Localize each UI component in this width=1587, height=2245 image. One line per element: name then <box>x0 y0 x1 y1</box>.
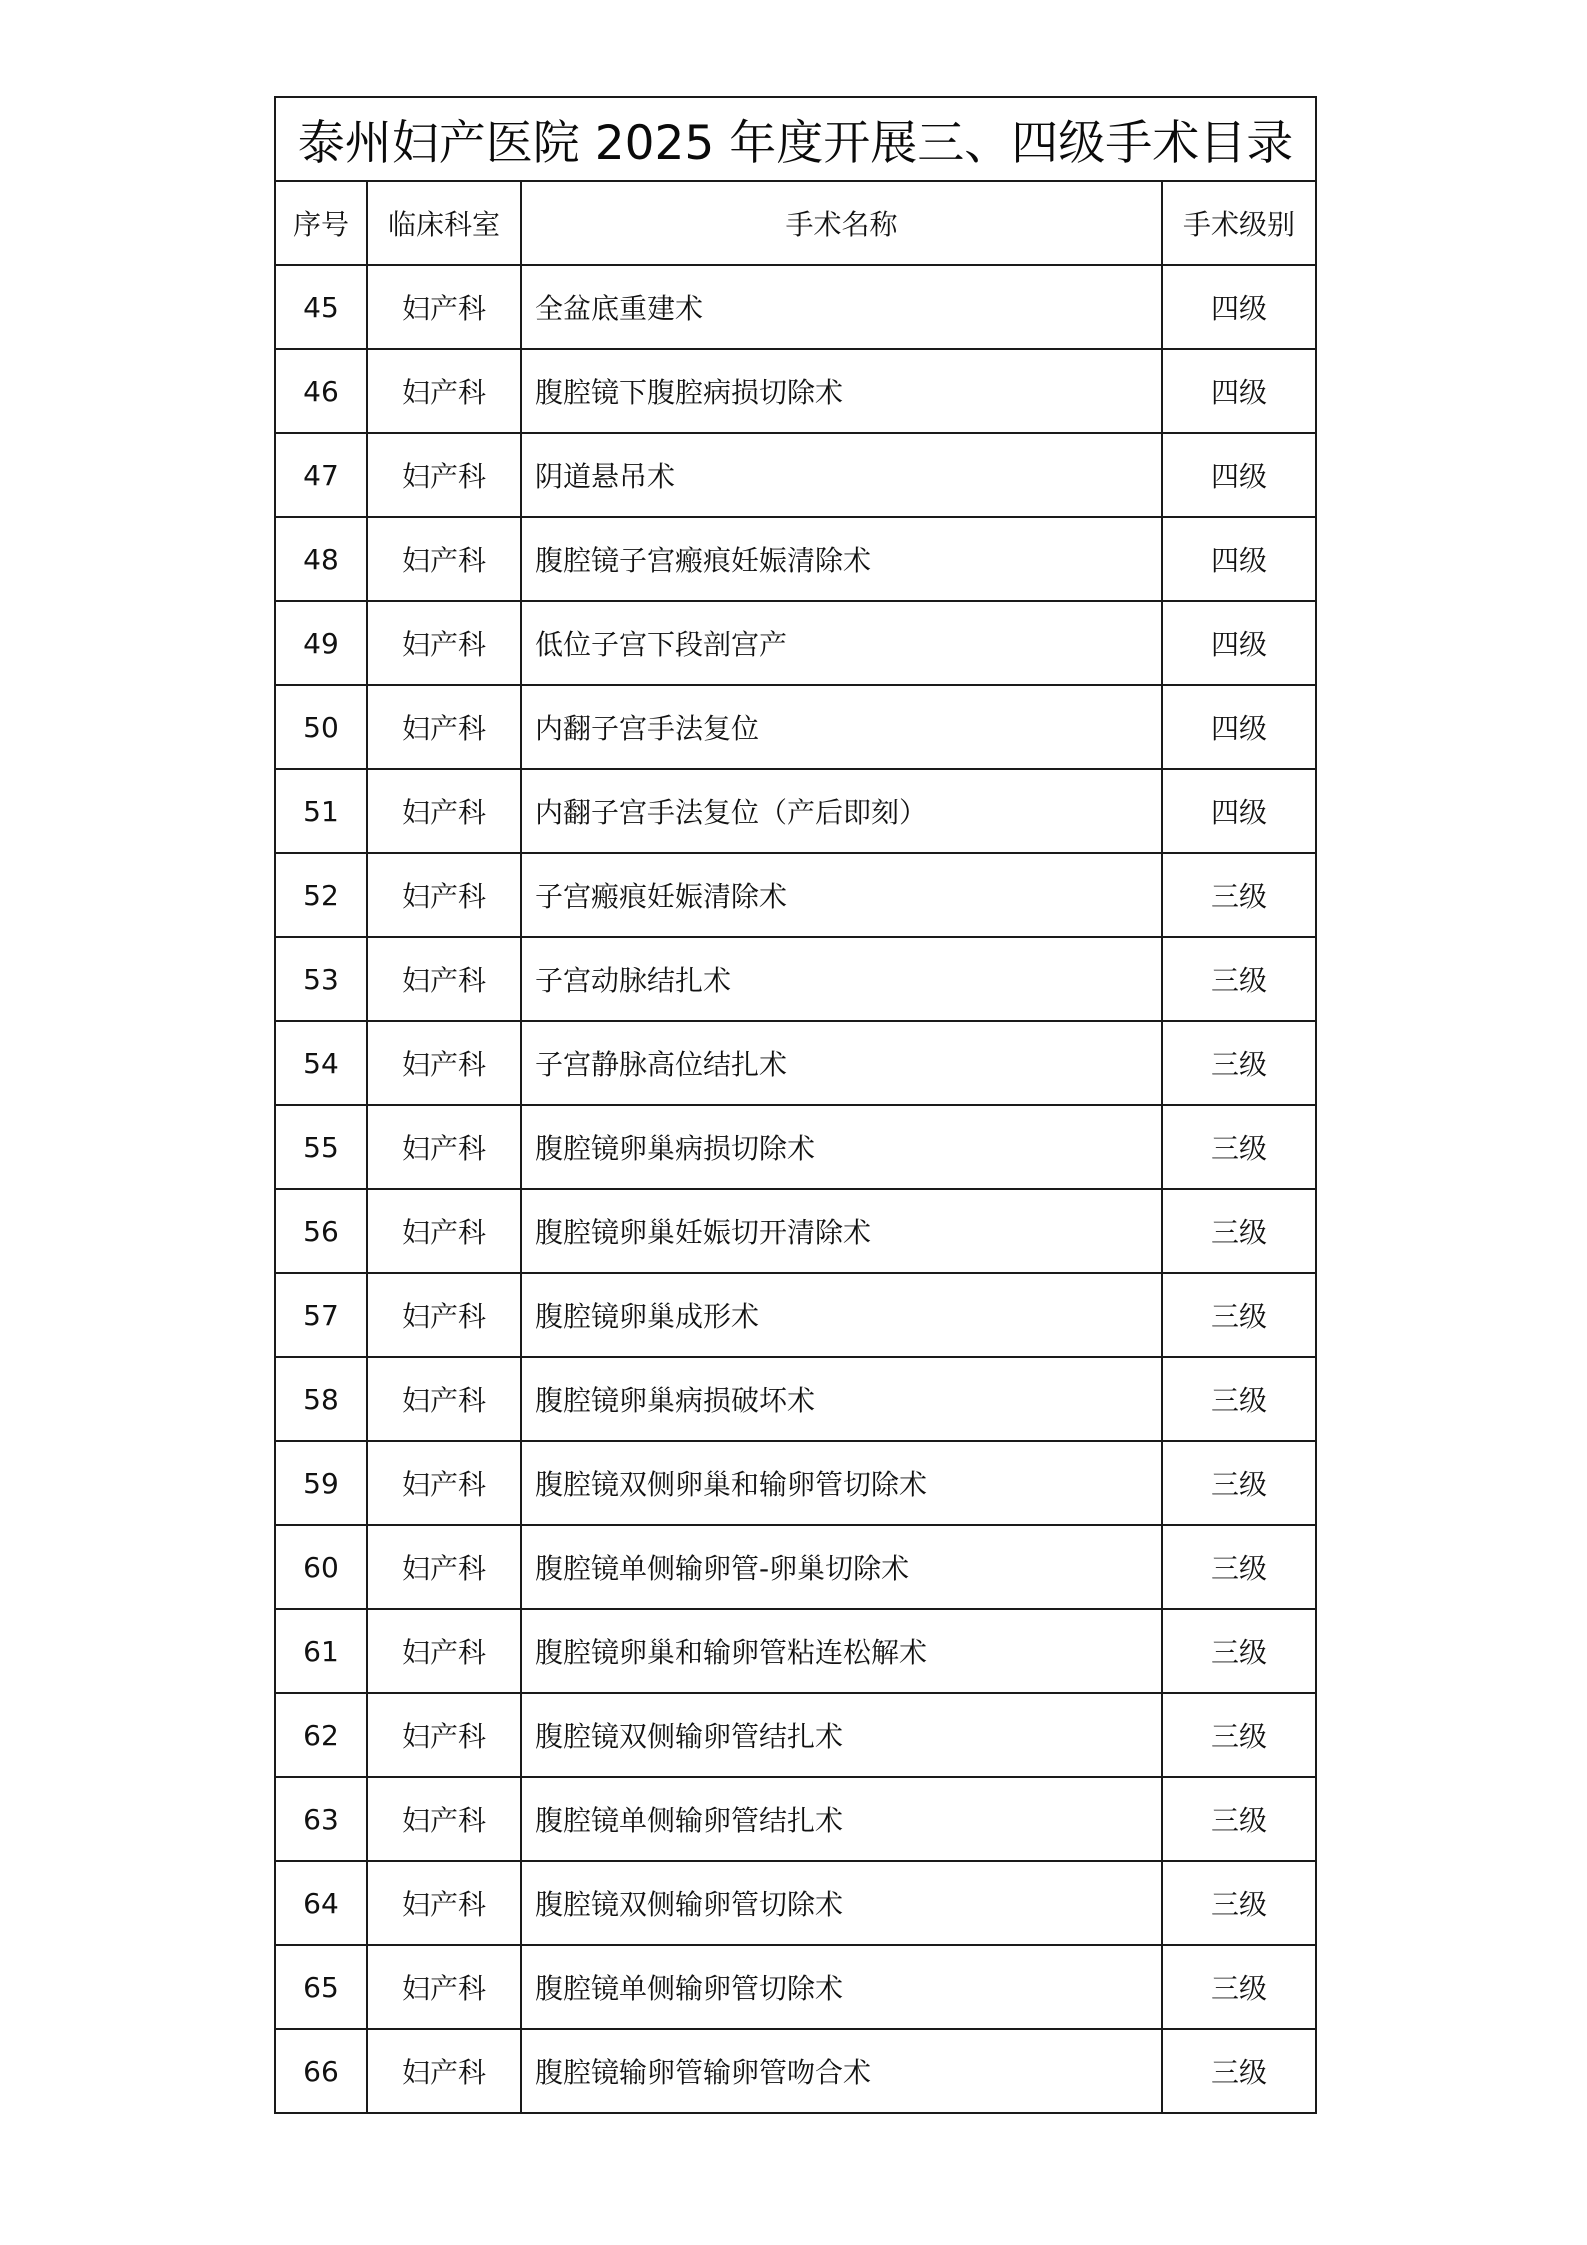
row-surgery-name: 腹腔镜卵巢病损切除术 <box>521 1105 1162 1189</box>
row-number: 51 <box>275 769 367 853</box>
row-number: 61 <box>275 1609 367 1693</box>
table-row <box>275 1945 1316 2029</box>
row-surgery-level: 三级 <box>1162 1609 1316 1693</box>
table-row <box>275 1105 1316 1189</box>
row-number: 55 <box>275 1105 367 1189</box>
table-row <box>275 1357 1316 1441</box>
row-surgery-name: 子宫瘢痕妊娠清除术 <box>521 853 1162 937</box>
row-surgery-level: 三级 <box>1162 853 1316 937</box>
row-surgery-level: 四级 <box>1162 769 1316 853</box>
row-surgery-name: 腹腔镜卵巢妊娠切开清除术 <box>521 1189 1162 1273</box>
row-surgery-level: 三级 <box>1162 1021 1316 1105</box>
row-department: 妇产科 <box>367 1441 521 1525</box>
row-number: 53 <box>275 937 367 1021</box>
table-row <box>275 937 1316 1021</box>
row-surgery-level: 三级 <box>1162 1525 1316 1609</box>
row-number: 59 <box>275 1441 367 1525</box>
table-row <box>275 685 1316 769</box>
row-department: 妇产科 <box>367 685 521 769</box>
row-surgery-level: 三级 <box>1162 1777 1316 1861</box>
row-number: 65 <box>275 1945 367 2029</box>
row-department: 妇产科 <box>367 1357 521 1441</box>
row-surgery-level: 三级 <box>1162 1861 1316 1945</box>
row-number: 45 <box>275 265 367 349</box>
surgery-catalog-table <box>274 96 1317 2114</box>
row-surgery-name: 腹腔镜单侧输卵管切除术 <box>521 1945 1162 2029</box>
row-department: 妇产科 <box>367 1945 521 2029</box>
row-department: 妇产科 <box>367 265 521 349</box>
row-surgery-name: 腹腔镜单侧输卵管结扎术 <box>521 1777 1162 1861</box>
row-department: 妇产科 <box>367 1777 521 1861</box>
table-row <box>275 265 1316 349</box>
row-number: 58 <box>275 1357 367 1441</box>
table-body <box>275 265 1316 2113</box>
row-surgery-name: 腹腔镜双侧卵巢和输卵管切除术 <box>521 1441 1162 1525</box>
table-row <box>275 1609 1316 1693</box>
header-number: 序号 <box>275 181 367 265</box>
table-row <box>275 433 1316 517</box>
row-number: 47 <box>275 433 367 517</box>
table-row <box>275 1441 1316 1525</box>
row-number: 54 <box>275 1021 367 1105</box>
row-number: 46 <box>275 349 367 433</box>
table-row <box>275 1021 1316 1105</box>
row-department: 妇产科 <box>367 349 521 433</box>
row-surgery-level: 三级 <box>1162 2029 1316 2113</box>
row-surgery-name: 腹腔镜输卵管输卵管吻合术 <box>521 2029 1162 2113</box>
row-surgery-level: 四级 <box>1162 685 1316 769</box>
table-row <box>275 1777 1316 1861</box>
row-surgery-level: 四级 <box>1162 265 1316 349</box>
row-surgery-name: 腹腔镜双侧输卵管切除术 <box>521 1861 1162 1945</box>
row-department: 妇产科 <box>367 517 521 601</box>
row-department: 妇产科 <box>367 1693 521 1777</box>
row-number: 50 <box>275 685 367 769</box>
header-department: 临床科室 <box>367 181 521 265</box>
row-surgery-level: 三级 <box>1162 1357 1316 1441</box>
row-number: 52 <box>275 853 367 937</box>
row-surgery-name: 全盆底重建术 <box>521 265 1162 349</box>
row-department: 妇产科 <box>367 1105 521 1189</box>
table-row <box>275 1525 1316 1609</box>
row-surgery-level: 三级 <box>1162 937 1316 1021</box>
row-surgery-name: 内翻子宫手法复位（产后即刻） <box>521 769 1162 853</box>
row-surgery-name: 腹腔镜下腹腔病损切除术 <box>521 349 1162 433</box>
row-surgery-name: 阴道悬吊术 <box>521 433 1162 517</box>
table-row <box>275 349 1316 433</box>
table-row <box>275 1189 1316 1273</box>
row-surgery-level: 三级 <box>1162 1105 1316 1189</box>
row-surgery-name: 低位子宫下段剖宫产 <box>521 601 1162 685</box>
row-surgery-level: 四级 <box>1162 433 1316 517</box>
table-row <box>275 853 1316 937</box>
row-department: 妇产科 <box>367 1021 521 1105</box>
row-surgery-name: 腹腔镜卵巢和输卵管粘连松解术 <box>521 1609 1162 1693</box>
row-surgery-level: 四级 <box>1162 601 1316 685</box>
row-surgery-level: 三级 <box>1162 1441 1316 1525</box>
row-surgery-level: 三级 <box>1162 1189 1316 1273</box>
row-number: 56 <box>275 1189 367 1273</box>
row-number: 60 <box>275 1525 367 1609</box>
row-number: 57 <box>275 1273 367 1357</box>
row-department: 妇产科 <box>367 769 521 853</box>
row-surgery-name: 子宫动脉结扎术 <box>521 937 1162 1021</box>
row-number: 48 <box>275 517 367 601</box>
row-department: 妇产科 <box>367 433 521 517</box>
table-row <box>275 769 1316 853</box>
row-department: 妇产科 <box>367 1273 521 1357</box>
row-department: 妇产科 <box>367 937 521 1021</box>
table-row <box>275 1693 1316 1777</box>
row-department: 妇产科 <box>367 1609 521 1693</box>
table-row <box>275 1273 1316 1357</box>
row-surgery-name: 内翻子宫手法复位 <box>521 685 1162 769</box>
row-department: 妇产科 <box>367 853 521 937</box>
table-row <box>275 1861 1316 1945</box>
row-surgery-name: 腹腔镜子宫瘢痕妊娠清除术 <box>521 517 1162 601</box>
header-surgery-name: 手术名称 <box>521 181 1162 265</box>
row-surgery-level: 四级 <box>1162 349 1316 433</box>
row-surgery-name: 腹腔镜单侧输卵管-卵巢切除术 <box>521 1525 1162 1609</box>
title-row <box>275 97 1316 181</box>
table-row <box>275 601 1316 685</box>
row-surgery-name: 腹腔镜卵巢病损破坏术 <box>521 1357 1162 1441</box>
row-surgery-name: 腹腔镜卵巢成形术 <box>521 1273 1162 1357</box>
row-department: 妇产科 <box>367 601 521 685</box>
table-row <box>275 2029 1316 2113</box>
row-surgery-level: 三级 <box>1162 1693 1316 1777</box>
column-header-row <box>275 181 1316 265</box>
table-row <box>275 517 1316 601</box>
row-number: 64 <box>275 1861 367 1945</box>
row-surgery-name: 子宫静脉高位结扎术 <box>521 1021 1162 1105</box>
header-surgery-level: 手术级别 <box>1162 181 1316 265</box>
row-number: 49 <box>275 601 367 685</box>
row-number: 63 <box>275 1777 367 1861</box>
row-surgery-name: 腹腔镜双侧输卵管结扎术 <box>521 1693 1162 1777</box>
document-title: 泰州妇产医院 2025 年度开展三、四级手术目录 <box>275 97 1316 181</box>
row-surgery-level: 四级 <box>1162 517 1316 601</box>
row-number: 62 <box>275 1693 367 1777</box>
row-department: 妇产科 <box>367 1189 521 1273</box>
row-surgery-level: 三级 <box>1162 1945 1316 2029</box>
row-number: 66 <box>275 2029 367 2113</box>
row-surgery-level: 三级 <box>1162 1273 1316 1357</box>
row-department: 妇产科 <box>367 1861 521 1945</box>
row-department: 妇产科 <box>367 2029 521 2113</box>
row-department: 妇产科 <box>367 1525 521 1609</box>
